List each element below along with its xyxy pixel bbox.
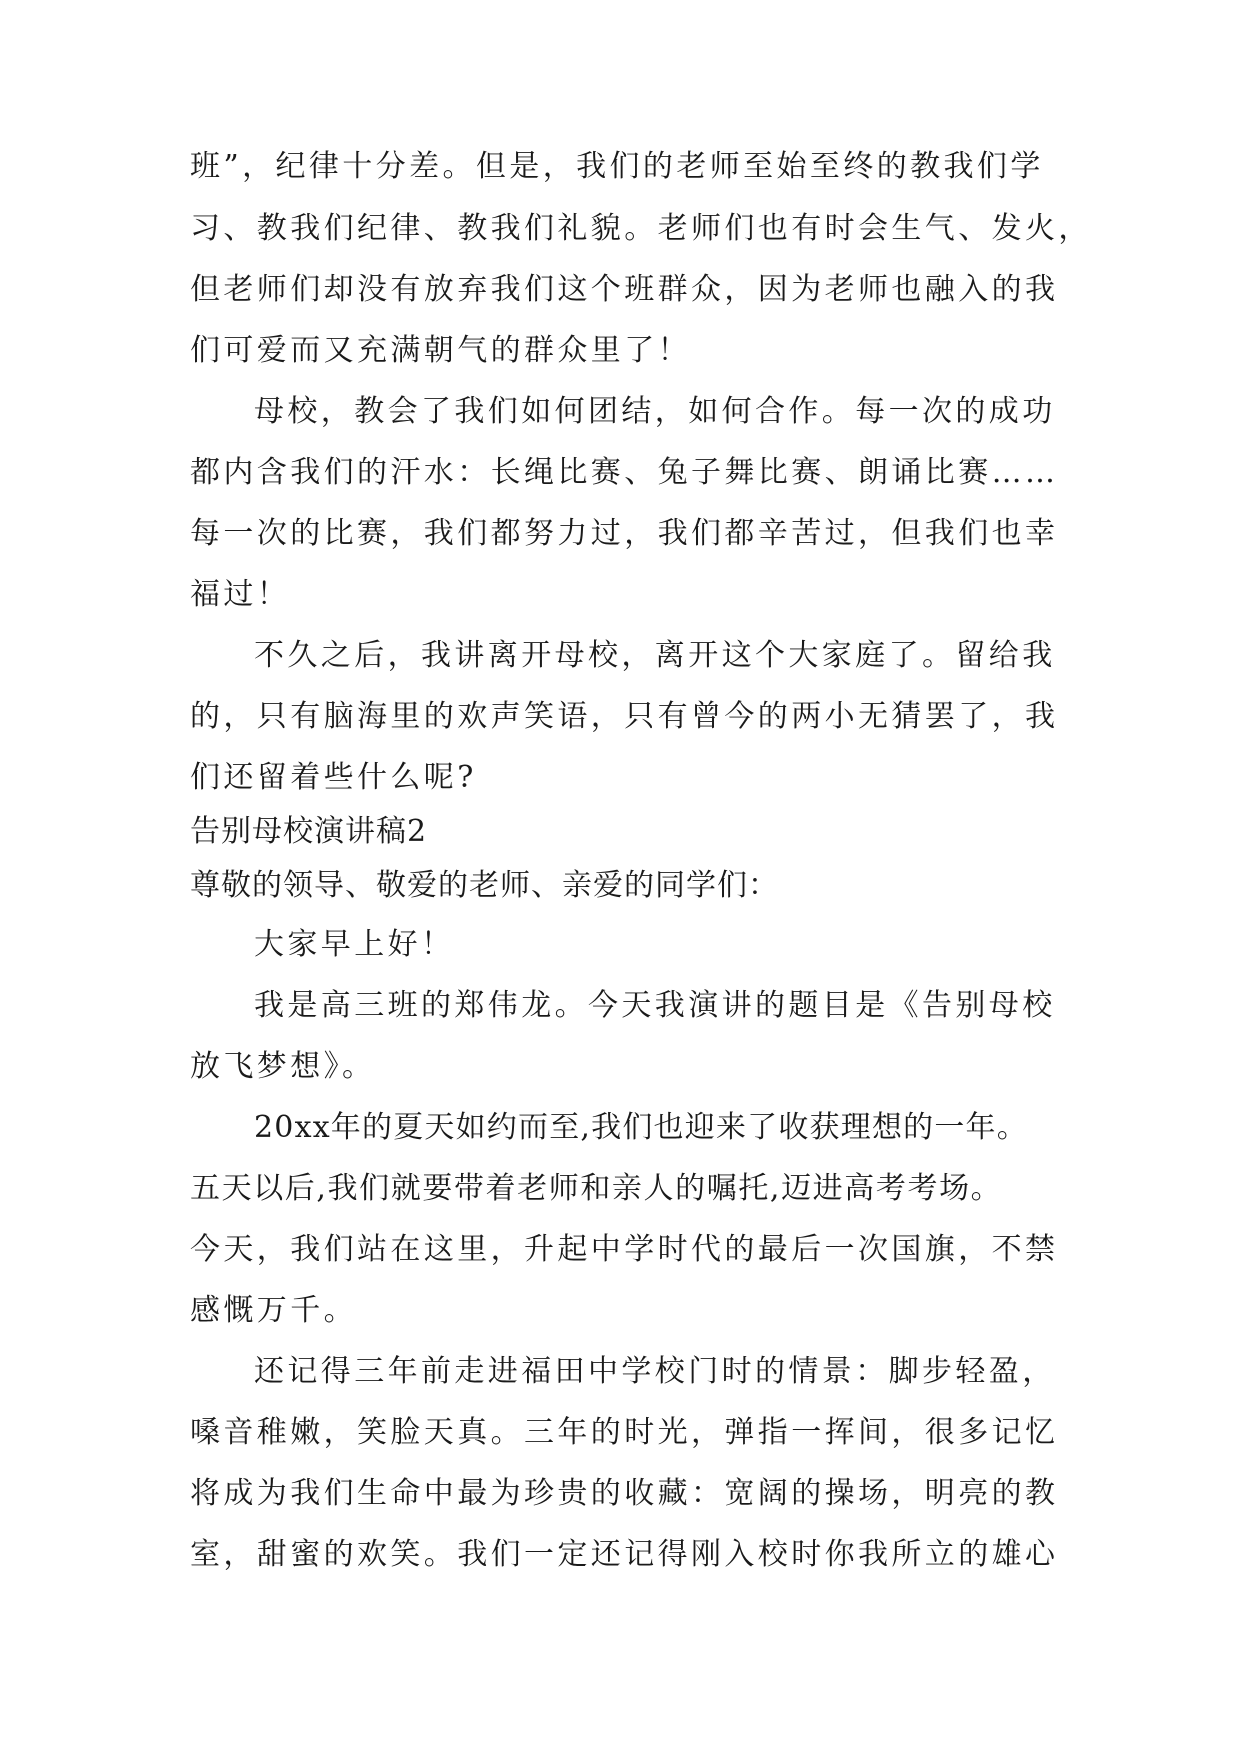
paragraph-line: 五天以后,我们就要带着老师和亲人的嘱托,迈进高考考场。 bbox=[190, 1171, 1003, 1206]
paragraph-line: 每一次的比赛，我们都努力过，我们都辛苦过，但我们也幸 bbox=[190, 516, 1059, 551]
paragraph-line: 放飞梦想》。 bbox=[190, 1049, 376, 1084]
paragraph-line: 但老师们却没有放弃我们这个班群众，因为老师也融入的我 bbox=[190, 272, 1059, 307]
paragraph-line: 今天，我们站在这里，升起中学时代的最后一次国旗，不禁 bbox=[190, 1232, 1059, 1267]
paragraph-line: 感慨万千。 bbox=[190, 1293, 357, 1328]
section-heading: 告别母校演讲稿2 bbox=[190, 814, 428, 849]
paragraph-line: 班”，纪律十分差。但是，我们的老师至始至终的教我们学 bbox=[190, 149, 1044, 184]
salutation: 尊敬的领导、敬爱的老师、亲爱的同学们： bbox=[190, 868, 779, 903]
paragraph-line: 们还留着些什么呢? bbox=[190, 760, 477, 795]
paragraph-line: 20xx年的夏天如约而至,我们也迎来了收获理想的一年。 bbox=[254, 1110, 1028, 1145]
paragraph-line: 都内含我们的汗水：长绳比赛、兔子舞比赛、朗诵比赛…… bbox=[190, 455, 1059, 490]
paragraph-line: 我是高三班的郑伟龙。今天我演讲的题目是《告别母校 bbox=[254, 988, 1056, 1023]
paragraph-line: 福过！ bbox=[190, 577, 291, 612]
paragraph-line: 母校，教会了我们如何团结，如何合作。每一次的成功 bbox=[254, 394, 1056, 429]
paragraph-line: 习、教我们纪律、教我们礼貌。老师们也有时会生气、发火， bbox=[190, 211, 1092, 246]
paragraph-line: 室，甜蜜的欢笑。我们一定还记得刚入校时你我所立的雄心 bbox=[190, 1537, 1059, 1572]
paragraph-line: 将成为我们生命中最为珍贵的收藏：宽阔的操场，明亮的教 bbox=[190, 1476, 1059, 1511]
paragraph-line: 的，只有脑海里的欢声笑语，只有曾今的两小无猜罢了，我 bbox=[190, 699, 1059, 734]
paragraph-line: 还记得三年前走进福田中学校门时的情景：脚步轻盈， bbox=[254, 1354, 1056, 1389]
greeting: 大家早上好！ bbox=[254, 927, 455, 962]
paragraph-line: 们可爱而又充满朝气的群众里了！ bbox=[190, 333, 691, 368]
paragraph-line: 嗓音稚嫩，笑脸天真。三年的时光，弹指一挥间，很多记忆 bbox=[190, 1415, 1059, 1450]
paragraph-line: 不久之后，我讲离开母校，离开这个大家庭了。留给我 bbox=[254, 638, 1056, 673]
